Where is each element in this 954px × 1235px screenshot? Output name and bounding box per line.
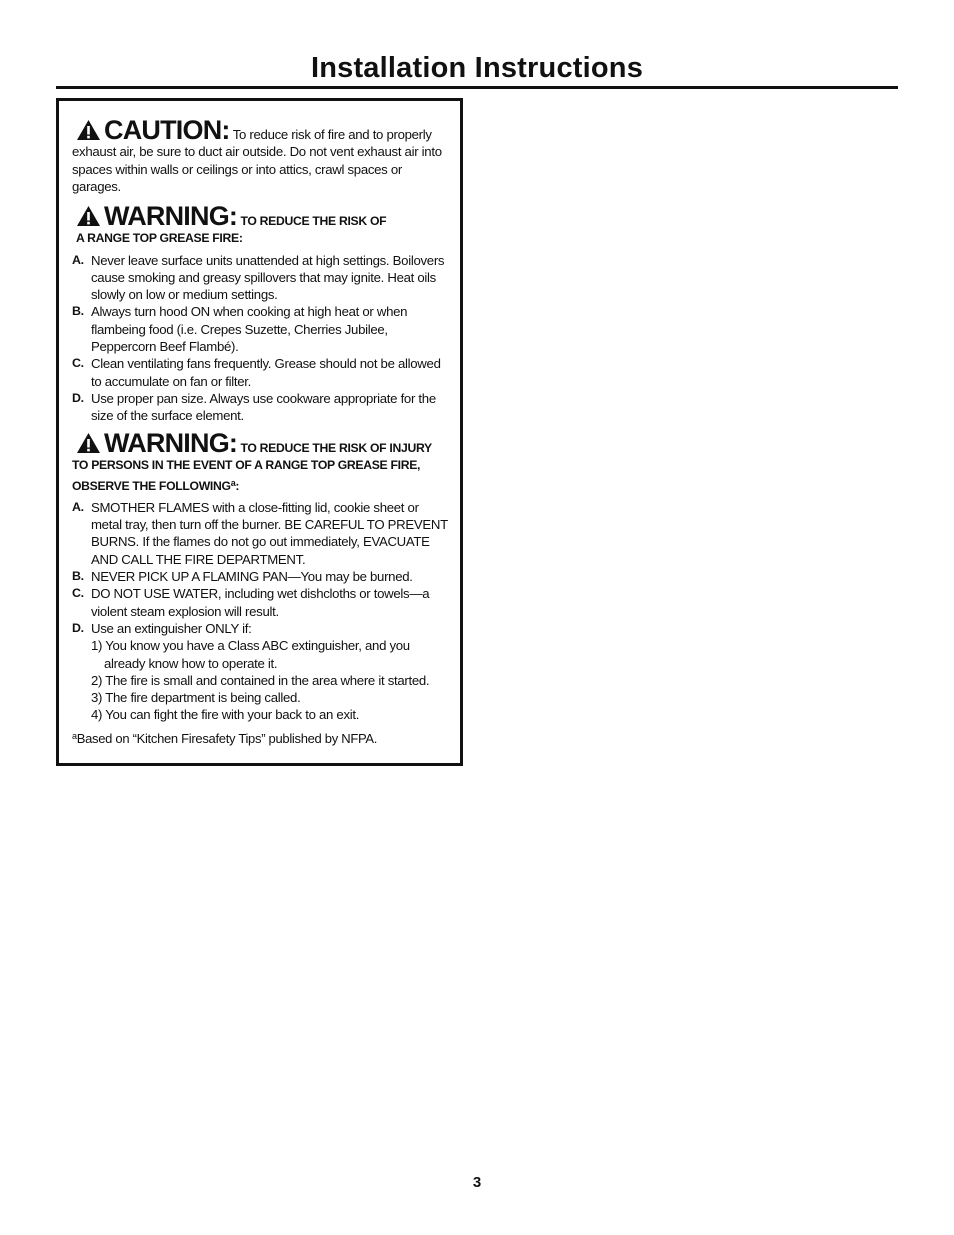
item-letter: C. (72, 586, 84, 601)
extinguisher-condition: 4) You can fight the fire with your back to an exit. (91, 707, 360, 723)
grease-fire-prevention-list (72, 252, 450, 425)
list-item (72, 303, 450, 355)
caution-section (72, 115, 450, 195)
title-divider (56, 86, 898, 89)
item-text: Never leave surface units unattended at high settings. Boilovers cause smoking and greasy spillovers that may ignite. Heat oils slowly on low or medium settings. (91, 252, 445, 303)
heading-text: OBSERVE THE FOLLOWING (72, 478, 231, 493)
footnote-marker: a (72, 730, 77, 741)
item-letter: A. (72, 499, 84, 514)
extinguisher-condition: 2) The fire is small and contained in the area where it started. (91, 672, 430, 688)
item-text: Clean ventilating fans frequently. Grease should not be allowed to accumulate on fan or filter. (91, 356, 441, 389)
footnote-text: Based on “Kitchen Firesafety Tips” published by NFPA. (76, 730, 378, 746)
item-letter: C. (72, 356, 84, 371)
list-item (72, 568, 450, 585)
warning-label: WARNING: (104, 428, 238, 458)
warning-fire-injury-section (72, 428, 450, 747)
item-text: Always turn hood ON when cooking at high heat or when flambeing food (i.e. Crepes Suzette, Cherries Jubilee, Peppercorn Beef Flambé). (91, 304, 408, 355)
item-text: DO NOT USE WATER, including wet dishcloths or towels—a violent steam explosion will result. (91, 586, 430, 619)
item-letter: D. (72, 620, 84, 635)
item-text: Use proper pan size. Always use cookware appropriate for the size of the surface element. (91, 390, 436, 424)
list-item (72, 499, 450, 568)
item-text: NEVER PICK UP A FLAMING PAN—You may be burned. (91, 569, 413, 585)
warning-heading-continued (72, 475, 450, 495)
footnote (72, 728, 450, 747)
item-letter: A. (72, 252, 84, 267)
list-item (72, 620, 450, 724)
warning-heading-continued: A RANGE TOP GREASE FIRE: (76, 231, 243, 246)
item-letter: B. (72, 569, 84, 584)
footnote-marker: a (230, 477, 236, 488)
page-title: Installation Instructions (310, 52, 644, 84)
warning-heading: TO REDUCE THE RISK OF (240, 214, 387, 228)
grease-fire-response-list (72, 499, 450, 724)
item-letter: D. (72, 390, 84, 405)
warning-label: WARNING: (104, 201, 238, 231)
warning-triangle-icon (76, 205, 101, 227)
extinguisher-condition: 1) You know you have a Class ABC extinguisher, and you already know how to operate it. (91, 638, 410, 671)
caution-label: CAUTION: (104, 115, 230, 145)
heading-colon: : (235, 478, 240, 493)
warning-triangle-icon (76, 432, 101, 454)
item-text: SMOTHER FLAMES with a close-fitting lid, cookie sheet or metal tray, then turn off the burner. BE CAREFUL TO PREVENT BURNS. If the flames do not go out immediately, EVACUATE AND CALL THE FIRE DEPARTMENT. (91, 499, 448, 567)
list-item (72, 355, 450, 390)
list-item (72, 252, 450, 304)
caution-text: To reduce risk of fire and to properly exhaust air, be sure to duct air outside. Do not vent exhaust air into spaces within walls or ceilings or into attics, crawl spaces or garages. (72, 127, 442, 194)
extinguisher-condition: 3) The fire department is being called. (91, 690, 301, 706)
item-letter: B. (72, 304, 84, 319)
warning-grease-fire-section (72, 201, 450, 425)
page-number: 3 (472, 1174, 482, 1191)
warning-heading-continued: TO PERSONS IN THE EVENT OF A RANGE TOP GREASE FIRE, (72, 458, 421, 473)
warning-heading: TO REDUCE THE RISK OF INJURY (240, 441, 432, 455)
list-item (72, 390, 450, 425)
item-text: Use an extinguisher ONLY if: (91, 620, 252, 636)
safety-notice-box (56, 98, 463, 766)
warning-triangle-icon (76, 119, 101, 141)
list-item (72, 585, 450, 620)
